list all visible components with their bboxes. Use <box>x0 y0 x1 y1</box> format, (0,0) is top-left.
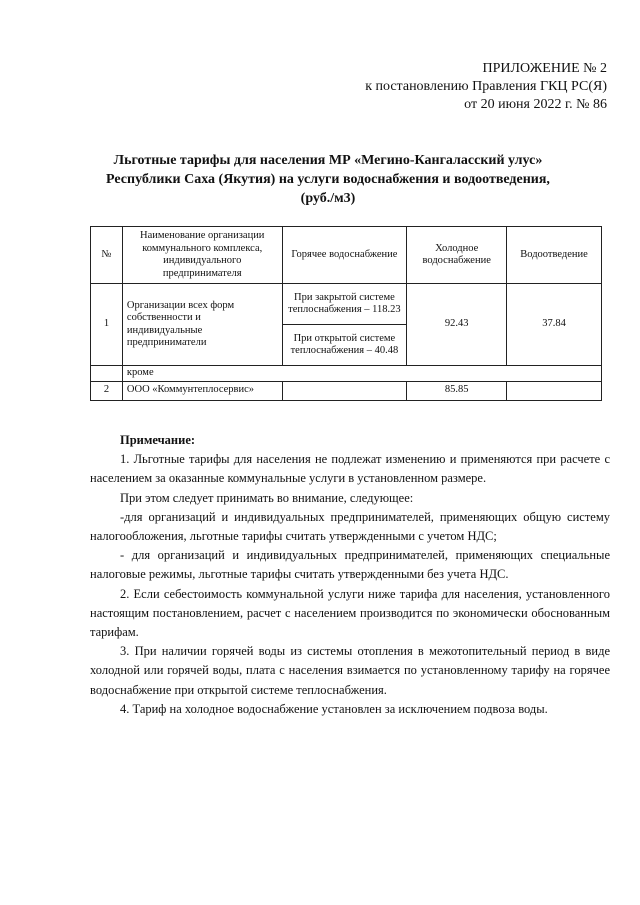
row1-hot-closed: При закрытой системе теплоснабжения – 118.23 <box>282 284 407 325</box>
row1-hot-open: При открытой системе теплоснабжения – 40.48 <box>282 325 407 366</box>
header-hot: Горячее водоснабжение <box>282 227 407 284</box>
row2-org: ООО «Коммунтеплосервис» <box>122 381 282 400</box>
row1-drain: 37.84 <box>507 284 602 366</box>
note-paragraph-3: -для организаций и индивидуальных предпринимателей, применяющих общую систему налогообложения, льготные тарифы считать утвержденными с учетом НДС; <box>90 509 610 544</box>
row2-hot <box>282 381 407 400</box>
note-paragraph-7: 4. Тариф на холодное водоснабжение установлен за исключением подвоза воды. <box>120 701 548 716</box>
appendix-resolution: к постановлению Правления ГКЦ РС(Я) <box>365 79 607 94</box>
header-num: № <box>91 227 123 284</box>
row1-org: Организации всех форм собственности и индивидуальные предприниматели <box>122 284 282 366</box>
appendix-number: ПРИЛОЖЕНИЕ № 2 <box>482 61 607 76</box>
header-drain: Водоотведение <box>507 227 602 284</box>
table-row <box>91 284 602 325</box>
header-cold: Холодное водоснабжение <box>407 227 507 284</box>
note-paragraph-4: - для организаций и индивидуальных предпринимателей, применяющих специальные налоговые режимы, льготные тарифы считать утвержденными без учета НДС. <box>90 548 610 582</box>
notes-title: Примечание: <box>120 433 196 447</box>
note-paragraph-2: При этом следует принимать во внимание, следующее: <box>120 490 414 505</box>
row2-cold: 85.85 <box>407 381 507 400</box>
header-org: Наименование организации коммунального комплекса, индивидуального предпринимателя <box>122 227 282 284</box>
row2-num: 2 <box>91 381 123 400</box>
except-label: кроме <box>122 366 601 382</box>
title-line-2: Республики Саха (Якутия) на услуги водоснабжения и водоотведения, <box>106 172 550 187</box>
appendix-date: от 20 июня 2022 г. № 86 <box>464 97 607 112</box>
title-line-1: Льготные тарифы для населения МР «Мегино-Кангаласский улус» <box>113 153 543 168</box>
row1-num: 1 <box>91 284 123 366</box>
table-header-row <box>91 227 602 284</box>
row2-drain <box>507 381 602 400</box>
document-title <box>60 151 596 208</box>
table-row <box>91 381 602 400</box>
tariff-table <box>90 226 602 401</box>
note-paragraph-5: 2. Если себестоимость коммунальной услуги ниже тарифа для населения, установленного настоящим постановлением, расчет с населением производится по экономически обоснованным тарифам. <box>90 586 610 640</box>
table-row-except <box>91 366 602 382</box>
title-line-3: (руб./м3) <box>300 191 356 206</box>
note-paragraph-1: 1. Льготные тарифы для населения не подлежат изменению и применяются при расчете с населением за оказанные коммунальные услуги в установленном размере. <box>90 452 610 486</box>
notes-section <box>90 431 610 719</box>
appendix-header <box>365 60 607 114</box>
note-paragraph-6: 3. При наличии горячей воды из системы отопления в межотопительный период в виде холодной или горячей воды, плата с населения взимается по установленному тарифу на горячее водоснабжение при открытой системе теплоснабжения. <box>90 644 610 697</box>
row1-cold: 92.43 <box>407 284 507 366</box>
